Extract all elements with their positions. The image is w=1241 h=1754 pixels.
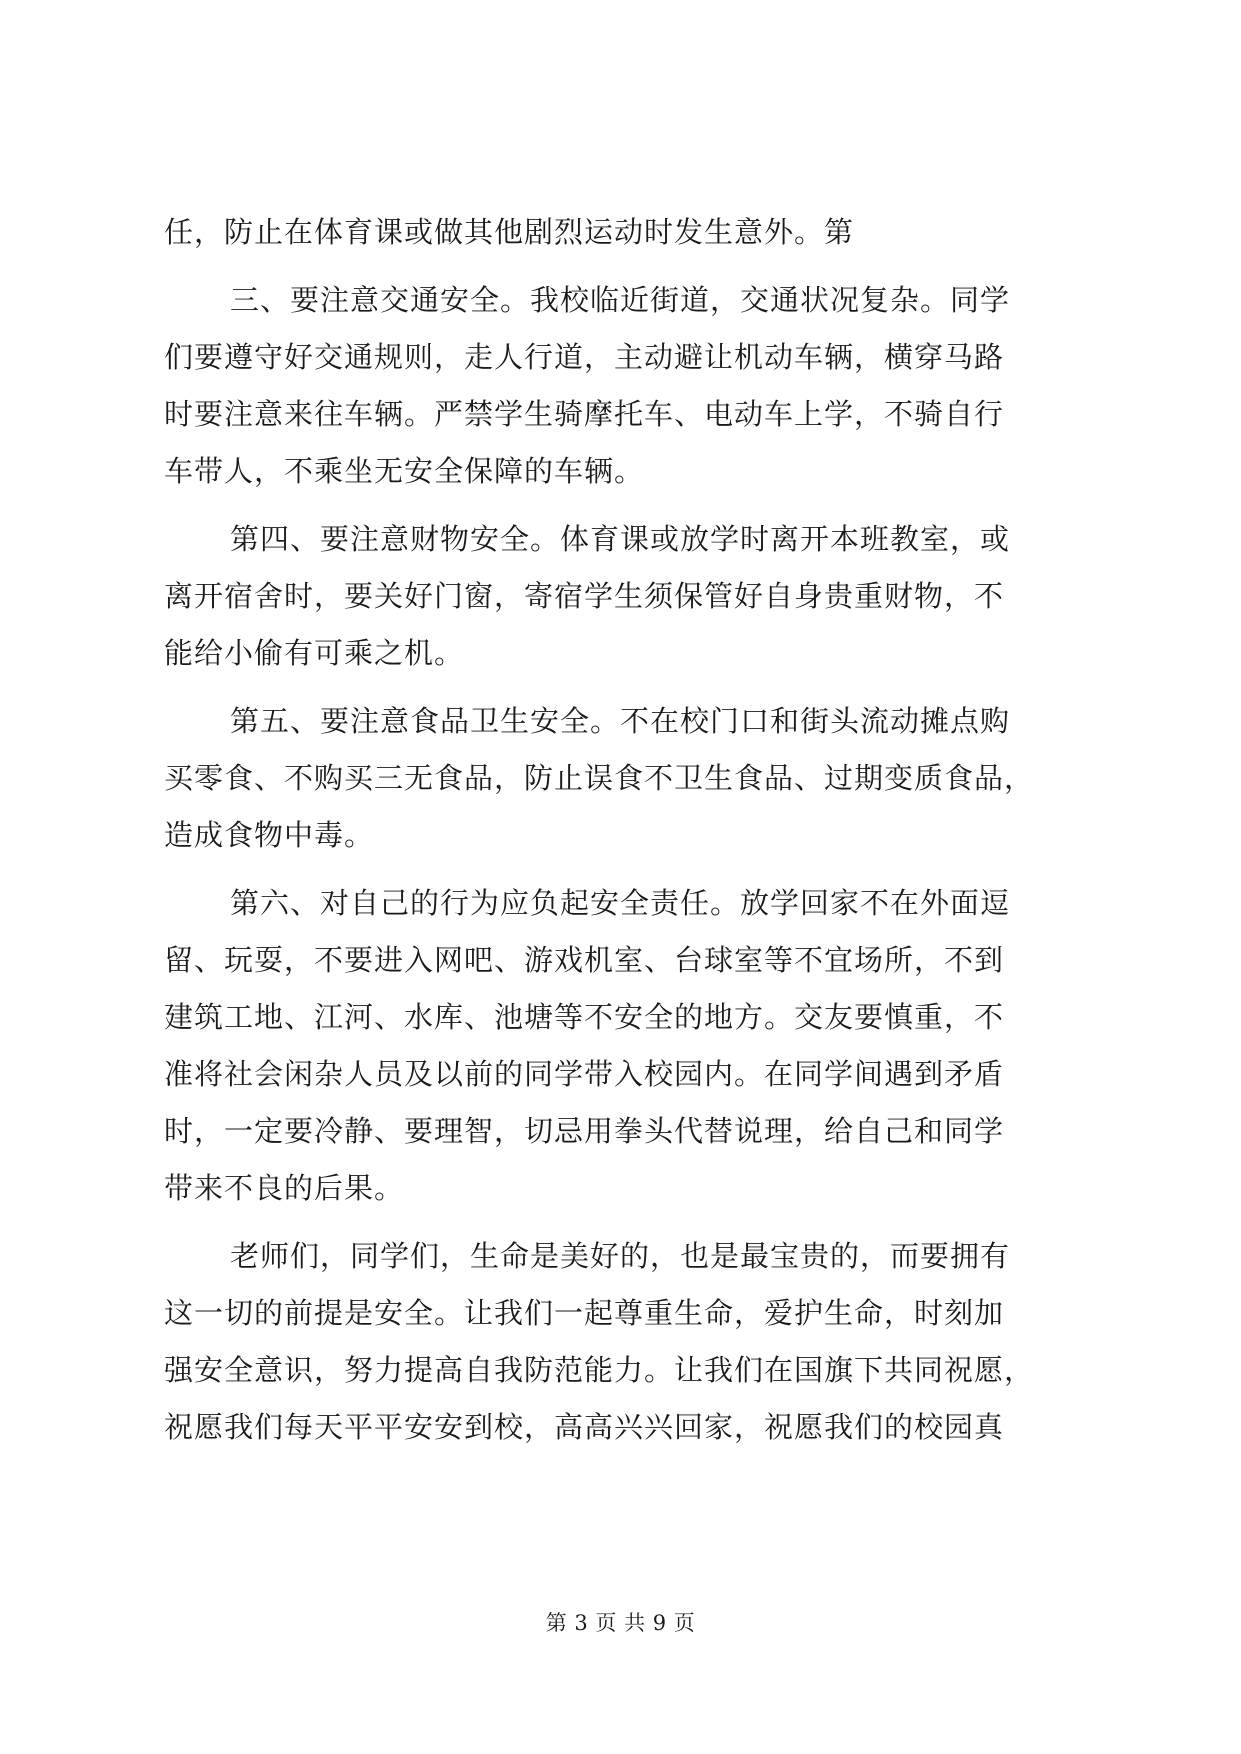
text-line: 第四、要注意财物安全。体育课或放学时离开本班教室，或 [230, 522, 1011, 556]
text-line: 买零食、不购买三无食品，防止误食不卫生食品、过期变质食品， [164, 761, 1035, 795]
text-line: 能给小偷有可乘之机。 [164, 636, 465, 670]
text-line: 留、玩耍，不要进入网吧、游戏机室、台球室等不宜场所，不到 [164, 943, 1005, 977]
paragraph [164, 272, 1080, 500]
text-line: 带来不良的后果。 [164, 1171, 405, 1205]
paragraph [164, 1228, 1080, 1456]
text-line: 老师们，同学们，生命是美好的，也是最宝贵的，而要拥有 [230, 1239, 1011, 1273]
paragraph-gap [164, 1217, 1080, 1228]
text-line: 强安全意识，努力提高自我防范能力。让我们在国旗下共同祝愿， [164, 1353, 1035, 1387]
paragraph [164, 511, 1080, 682]
paragraph-gap [164, 864, 1080, 875]
text-line: 第五、要注意食品卫生安全。不在校门口和街头流动摊点购 [230, 704, 1011, 738]
text-line: 造成食物中毒。 [164, 818, 375, 852]
text-line: 任，防止在体育课或做其他剧烈运动时发生意外。第 [164, 215, 855, 249]
text-line: 第六、对自己的行为应负起安全责任。放学回家不在外面逗 [230, 886, 1011, 920]
text-line: 建筑工地、江河、水库、池塘等不安全的地方。交友要慎重，不 [164, 1000, 1005, 1034]
body-text [164, 204, 1080, 1456]
text-line: 这一切的前提是安全。让我们一起尊重生命，爱护生命，时刻加 [164, 1296, 1005, 1330]
paragraph-gap [164, 500, 1080, 511]
text-line: 们要遵守好交通规则，走人行道，主动避让机动车辆，横穿马路 [164, 340, 1005, 374]
text-line: 祝愿我们每天平平安安到校，高高兴兴回家，祝愿我们的校园真 [164, 1410, 1005, 1444]
page-footer: 第 3 页 共 9 页 [545, 1611, 696, 1635]
paragraph [164, 875, 1080, 1217]
paragraph-gap [164, 682, 1080, 693]
text-line: 车带人，不乘坐无安全保障的车辆。 [164, 454, 645, 488]
text-line: 时，一定要冷静、要理智，切忌用拳头代替说理，给自己和同学 [164, 1114, 1005, 1148]
text-line: 时要注意来往车辆。严禁学生骑摩托车、电动车上学，不骑自行 [164, 397, 1005, 431]
text-line: 准将社会闲杂人员及以前的同学带入校园内。在同学间遇到矛盾 [164, 1057, 1005, 1091]
paragraph [164, 204, 1080, 261]
text-line: 三、要注意交通安全。我校临近街道，交通状况复杂。同学 [230, 283, 1011, 317]
paragraph [164, 693, 1080, 864]
text-line: 离开宿舍时，要关好门窗，寄宿学生须保管好自身贵重财物，不 [164, 579, 1005, 613]
paragraph-gap [164, 261, 1080, 272]
